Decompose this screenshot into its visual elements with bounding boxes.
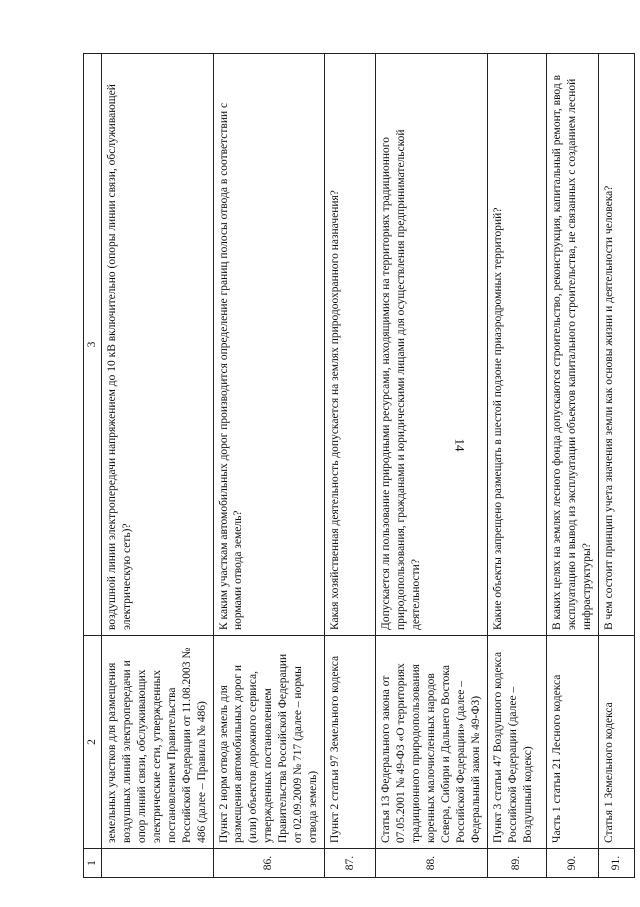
table-row xyxy=(487,54,546,878)
row-question: Какая хозяйственная деятельность допускается на землях природоохранного назначения? xyxy=(325,54,376,636)
rotated-page-content xyxy=(83,54,622,878)
row-number xyxy=(101,849,213,878)
row-source: Пункт 2 статьи 97 Земельного кодекса xyxy=(325,636,376,849)
table-row xyxy=(325,54,376,878)
row-source: Пункт 3 статьи 47 Воздушного кодекса Российской Федерации (далее – Воздушный кодекс) xyxy=(487,636,546,849)
row-number: 91. xyxy=(598,849,634,878)
header-col-2: 2 xyxy=(84,636,102,849)
questions-table xyxy=(83,53,635,878)
row-number: 86. xyxy=(213,849,325,878)
header-col-1: 1 xyxy=(84,849,102,878)
row-source: Пункт 2 норм отвода земель для размещения автомобильных дорог и (или) объектов дорожного сервиса, утвержденных постановлением Правительства Российской Федерации от 02.09.2009 № 717 (далее – нормы отвода земель) xyxy=(213,636,325,849)
header-col-3: 3 xyxy=(84,54,102,636)
row-number: 90. xyxy=(546,849,598,878)
row-question: К каким участкам автомобильных дорог производится определение границ полосы отвода в соответствии с нормами отвода земель? xyxy=(213,54,325,636)
row-number: 89. xyxy=(487,849,546,878)
table-row xyxy=(101,54,213,878)
row-number: 88. xyxy=(376,849,488,878)
row-source: земельных участков для размещения воздушных линий электропередачи и опор линий связи, обслуживающих электрические сети, утвержденных постановлением Правительства Российской Федерации от 11.08.2003 № 486 (далее – Правила № 486) xyxy=(101,636,213,849)
table-header-row xyxy=(84,54,102,878)
page-number: 14 xyxy=(452,438,468,452)
table-row xyxy=(546,54,598,878)
row-question: Допускается ли пользование природными ресурсами, находящимися на территориях традиционного природопользования, гражданами и юридическими лицами для осуществления предпринимательской деятельности? xyxy=(376,54,488,636)
table-row xyxy=(598,54,634,878)
row-source: Статья 1 Земельного кодекса xyxy=(598,636,634,849)
row-question: В каких целях на землях лесного фонда допускаются строительство, реконструкция, капитальный ремонт, ввод в эксплуатацию и вывод из эксплуатации объектов капитального строительства, не связанных с созданием лесной инфраструктуры? xyxy=(546,54,598,636)
row-question: В чем состоит принцип учета значения земли как основы жизни и деятельности человека? xyxy=(598,54,634,636)
row-question: Какие объекты запрещено размещать в шестой подзоне приаэродромных территорий? xyxy=(487,54,546,636)
table-row xyxy=(376,54,488,878)
row-source: Часть 1 статьи 21 Лесного кодекса xyxy=(546,636,598,849)
table-row xyxy=(213,54,325,878)
row-question: воздушной линии электропередачи напряжением до 10 кВ включительно (опоры линии связи, обслуживающей электрическую сеть)? xyxy=(101,54,213,636)
row-source: Статья 13 Федерального закона от 07.05.2001 № 49-ФЗ «О территориях традиционного природопользования коренных малочисленных народов Севера, Сибири и Дальнего Востока Российской Федерации» (далее – Федеральный закон № 49-ФЗ) xyxy=(376,636,488,849)
row-number: 87. xyxy=(325,849,376,878)
